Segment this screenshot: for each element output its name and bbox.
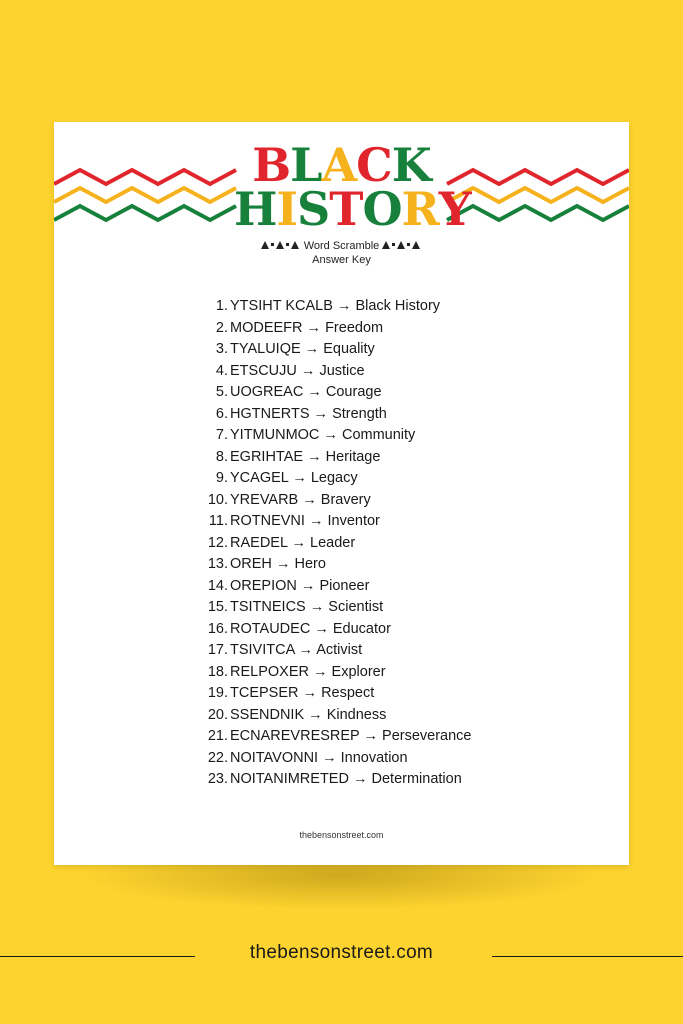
answer-word: Inventor	[327, 513, 380, 529]
list-item	[194, 705, 472, 727]
scrambled-word: OREPION	[230, 577, 297, 594]
list-item	[194, 576, 472, 598]
item-number: 1.	[215, 298, 228, 314]
item-number: 19.	[207, 685, 228, 701]
title-letter: T	[329, 181, 363, 236]
answer-word: Scientist	[328, 599, 384, 615]
item-number: 12.	[207, 534, 228, 551]
scrambled-word: YTSIHT KCALB	[230, 298, 333, 314]
list-item	[194, 425, 472, 447]
item-number: 21.	[207, 728, 228, 744]
scrambled-word: NOITANIMRETED	[230, 771, 349, 787]
list-item	[194, 404, 472, 426]
title-letter: L	[290, 138, 322, 192]
title-letter: O	[362, 181, 402, 236]
title-letter: B	[252, 138, 291, 192]
item-number: 6.	[215, 405, 228, 422]
title-letter: A	[321, 138, 357, 192]
title-letter: K	[391, 138, 431, 192]
list-item	[194, 361, 472, 383]
arrow-icon: →	[323, 427, 338, 443]
list-item	[194, 769, 472, 791]
answer-word: Respect	[321, 685, 375, 701]
list-item	[194, 490, 472, 512]
title-letter: C	[356, 138, 392, 192]
answer-word: Innovation	[340, 749, 408, 766]
arrow-icon: →	[302, 685, 318, 701]
answer-word: Legacy	[310, 470, 358, 486]
scrambled-word: SSENDNIK	[230, 706, 305, 723]
list-item	[194, 382, 472, 404]
answer-word: Explorer	[331, 663, 386, 680]
arrow-icon: →	[300, 362, 316, 379]
scrambled-word: TSIVITCA	[230, 642, 295, 658]
arrow-icon: →	[313, 405, 329, 422]
arrow-icon: →	[313, 663, 328, 680]
scrambled-word: YITMUNMOC	[230, 427, 320, 443]
answer-word: Activist	[316, 642, 363, 658]
answer-word: Kindness	[326, 706, 387, 723]
item-number: 15.	[207, 599, 228, 615]
item-number: 16.	[207, 620, 228, 637]
item-number: 8.	[215, 448, 228, 465]
scrambled-word: RELPOXER	[230, 663, 309, 680]
title-line-2	[234, 181, 471, 236]
sheet-footer-url: thebensonstreet.com	[299, 830, 384, 840]
scrambled-word: MODEEFR	[230, 319, 303, 336]
answer-word: Determination	[371, 771, 462, 787]
list-item	[194, 748, 472, 770]
arrow-icon: →	[308, 513, 324, 529]
scrambled-word: ROTNEVNI	[230, 513, 305, 529]
scrambled-word: RAEDEL	[230, 534, 288, 551]
arrow-icon: →	[307, 384, 322, 400]
item-number: 5.	[215, 384, 228, 400]
subtitle-text: Word Scramble	[303, 240, 380, 252]
answer-word: Pioneer	[319, 577, 370, 594]
list-item	[194, 318, 472, 340]
arrow-icon: →	[363, 728, 378, 744]
scrambled-word: ROTAUDEC	[230, 620, 311, 637]
site-url[interactable]: thebensonstreet.com	[249, 942, 434, 963]
zigzag-decoration-left	[54, 162, 239, 242]
subtitle-line-2: Answer Key	[312, 254, 371, 266]
list-item	[194, 640, 472, 662]
list-item	[194, 726, 472, 748]
answer-word: Equality	[323, 341, 375, 357]
list-item	[194, 533, 472, 555]
page-title	[234, 138, 471, 236]
item-number: 3.	[215, 341, 228, 357]
list-item	[194, 339, 472, 361]
list-item	[194, 554, 472, 576]
list-item	[194, 511, 472, 533]
arrow-icon: →	[308, 706, 323, 723]
list-item	[194, 619, 472, 641]
answer-word: Community	[341, 427, 416, 443]
arrow-icon: →	[306, 319, 322, 336]
item-number: 4.	[215, 362, 228, 379]
arrow-icon: →	[307, 448, 322, 465]
list-item	[194, 662, 472, 684]
scrambled-word: TCEPSER	[230, 685, 299, 701]
arrow-icon: →	[275, 556, 291, 572]
list-item	[194, 296, 472, 318]
item-number: 11.	[208, 513, 228, 529]
title-letter: H	[234, 181, 277, 236]
arrow-icon: →	[304, 341, 320, 357]
item-number: 2.	[215, 319, 228, 336]
zigzag-decoration-right	[444, 162, 629, 242]
answer-word: Black History	[355, 298, 441, 314]
item-number: 9.	[215, 470, 228, 486]
scrambled-word: TSITNEICS	[230, 599, 306, 615]
title-letter: S	[297, 181, 330, 236]
answer-word: Hero	[294, 556, 326, 572]
scrambled-word: YCAGEL	[230, 470, 289, 486]
item-number: 18.	[207, 663, 228, 680]
title-letter: R	[401, 181, 439, 236]
list-item	[194, 447, 472, 469]
item-number: 7.	[215, 427, 228, 443]
list-item	[194, 597, 472, 619]
item-number: 14.	[207, 577, 228, 594]
item-number: 22.	[207, 749, 228, 766]
arrow-icon: →	[336, 298, 352, 314]
arrow-icon: →	[298, 642, 313, 658]
answer-word: Freedom	[325, 319, 384, 336]
arrow-icon: →	[352, 771, 368, 787]
answer-word: Educator	[332, 620, 391, 637]
scrambled-word: ETSCUJU	[230, 362, 297, 379]
scrambled-word: TYALUIQE	[230, 341, 301, 357]
item-number: 20.	[207, 706, 228, 723]
arrow-icon: →	[309, 599, 325, 615]
tribal-pattern-icon	[261, 240, 301, 250]
arrow-icon: →	[291, 534, 307, 551]
scrambled-word: HGTNERTS	[230, 405, 310, 422]
scrambled-word: YREVARB	[230, 491, 299, 508]
answer-list	[194, 296, 472, 791]
title-letter: Y	[438, 181, 471, 236]
list-item	[194, 683, 472, 705]
answer-word: Leader	[310, 534, 356, 551]
item-number: 10.	[207, 491, 228, 508]
divider-line-right	[492, 956, 683, 957]
list-item	[194, 468, 472, 490]
answer-word: Courage	[325, 384, 382, 400]
item-number: 23.	[207, 771, 228, 787]
scrambled-word: ECNAREVRESREP	[230, 728, 360, 744]
arrow-icon: →	[314, 620, 329, 637]
tribal-pattern-icon	[382, 240, 422, 250]
scrambled-word: OREH	[230, 556, 272, 572]
arrow-icon: →	[300, 577, 316, 594]
item-number: 17.	[207, 642, 228, 658]
answer-word: Perseverance	[382, 728, 472, 744]
title-letter: I	[276, 181, 297, 236]
answer-word: Justice	[319, 362, 365, 379]
arrow-icon: →	[322, 749, 337, 766]
worksheet-page	[54, 122, 629, 865]
scrambled-word: EGRIHTAE	[230, 448, 304, 465]
arrow-icon: →	[302, 491, 317, 508]
subtitle-line-1	[194, 239, 489, 253]
answer-word: Bravery	[320, 491, 371, 508]
item-number: 13.	[207, 556, 228, 572]
scrambled-word: NOITAVONNI	[230, 749, 319, 766]
arrow-icon: →	[292, 470, 307, 486]
answer-word: Strength	[332, 405, 387, 422]
scrambled-word: UOGREAC	[230, 384, 304, 400]
subtitle	[194, 239, 489, 267]
answer-word: Heritage	[325, 448, 381, 465]
